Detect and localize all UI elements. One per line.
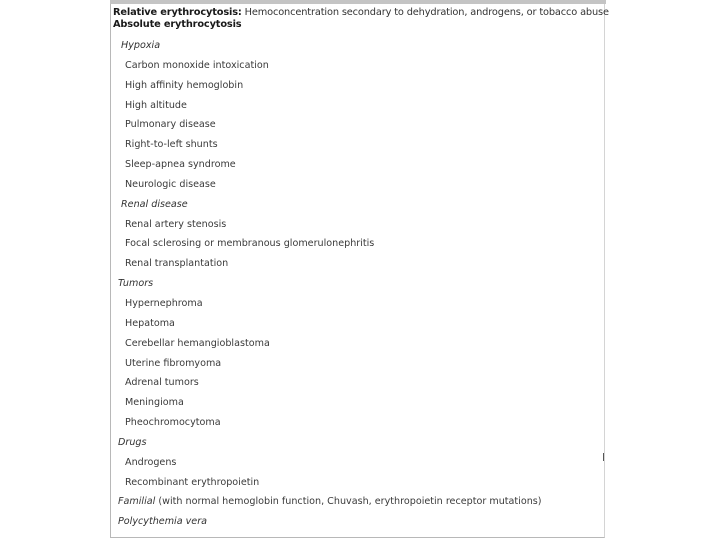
list-item: Pulmonary disease (125, 119, 216, 131)
list-item: Cerebellar hemangioblastoma (125, 337, 270, 349)
list-item: Pheochromocytoma (125, 417, 221, 429)
list-item: Focal sclerosing or membranous glomerulonephritis (125, 238, 375, 250)
relative-erythrocytosis-text: Hemoconcentration secondary to dehydration, androgens, or tobacco abuse (244, 7, 609, 18)
list-item: High altitude (125, 99, 187, 111)
list-item: Sleep-apnea syndrome (125, 159, 236, 171)
list-item: Hepatoma (125, 317, 175, 329)
list-item: Renal transplantation (125, 258, 229, 270)
category-polycythemia-vera: Polycythemia vera (118, 516, 208, 528)
list-item: Uterine fibromyoma (125, 357, 222, 369)
right-edge-tick (603, 453, 604, 461)
absolute-erythrocytosis-label: Absolute erythrocytosis (113, 19, 242, 30)
list-item: Right-to-left shunts (125, 139, 218, 151)
erythrocytosis-table (113, 7, 609, 536)
list-item: Meningioma (125, 397, 184, 409)
list-item: Hypernephroma (125, 297, 203, 309)
list-item: Renal artery stenosis (125, 218, 227, 230)
list-item: Carbon monoxide intoxication (125, 59, 269, 71)
list-item: Androgens (125, 456, 177, 468)
category-hypoxia: Hypoxia (121, 40, 161, 51)
category-tumors: Tumors (118, 278, 154, 290)
relative-erythrocytosis-line (113, 7, 609, 19)
list-item: High affinity hemoglobin (125, 79, 244, 91)
category-renal-disease: Renal disease (121, 198, 188, 210)
relative-erythrocytosis-label: Relative erythrocytosis: (113, 7, 242, 18)
category-drugs: Drugs (118, 436, 147, 448)
familial-text: (with normal hemoglobin function, Chuvash, erythropoietin receptor mutations) (158, 496, 542, 508)
list-item: Recombinant erythropoietin (125, 476, 260, 488)
absolute-erythrocytosis-line (113, 19, 603, 31)
list-item: Neurologic disease (125, 178, 216, 190)
cause-list (113, 40, 603, 536)
list-item: Adrenal tumors (125, 377, 199, 389)
familial-title: Familial (118, 496, 156, 508)
category-familial (113, 496, 603, 516)
